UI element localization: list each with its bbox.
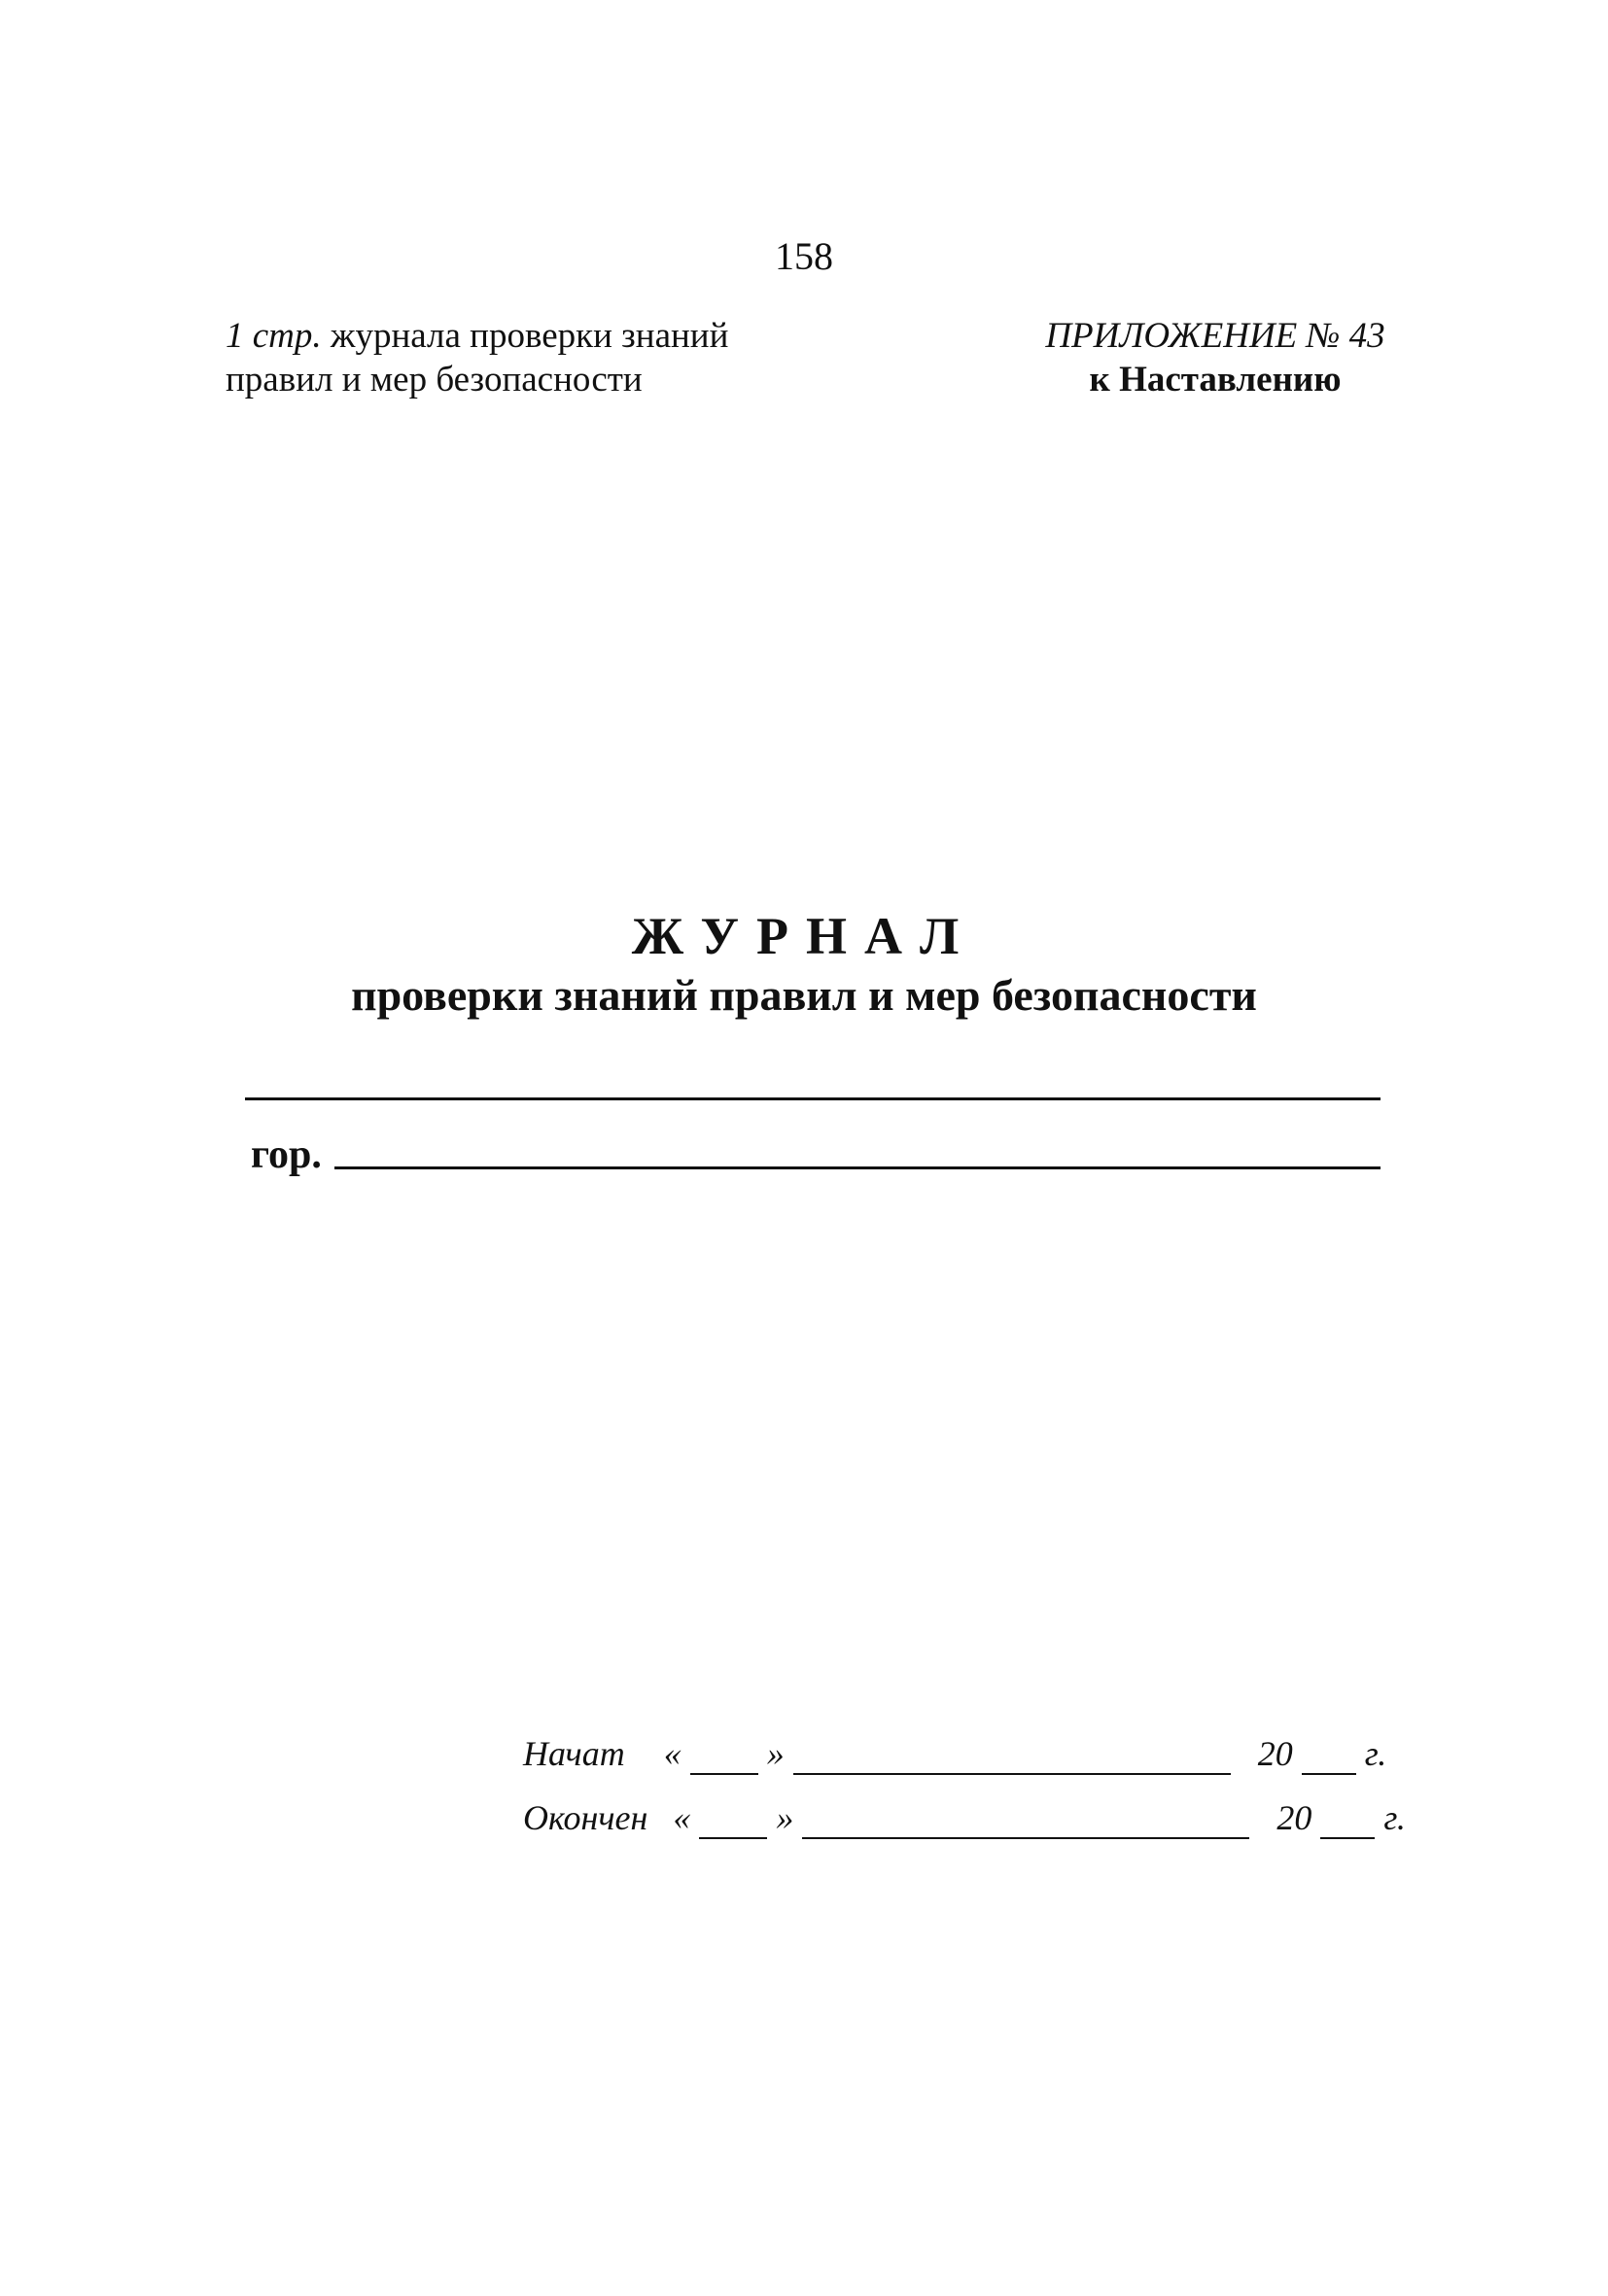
start-date-line (523, 1732, 1386, 1775)
start-year-prefix: 20 (1257, 1734, 1293, 1773)
end-month-blank[interactable] (802, 1804, 1249, 1839)
page-ref-text: журнала проверки знаний (321, 316, 729, 356)
journal-subtitle: проверки знаний правил и мер безопасности (351, 970, 1257, 1020)
end-day-open-quote: « (673, 1798, 691, 1837)
start-day-open-quote: « (663, 1734, 682, 1773)
start-year-suffix: г. (1364, 1734, 1387, 1773)
end-date-label: Окончен (523, 1798, 648, 1837)
page-number: 158 (775, 234, 833, 278)
journal-title: ЖУРНАЛ (631, 907, 977, 965)
page-ref-label: 1 стр. (226, 316, 322, 356)
start-date-label: Начат (523, 1734, 625, 1773)
end-year-blank[interactable] (1320, 1804, 1375, 1839)
page-reference-line-1 (226, 314, 848, 358)
end-year-suffix: г. (1383, 1798, 1406, 1837)
end-day-close-quote: » (776, 1798, 794, 1837)
city-label: гор. (251, 1132, 322, 1177)
start-day-close-quote: » (766, 1734, 785, 1773)
appendix-number: ПРИЛОЖЕНИЕ № 43 (1045, 316, 1385, 356)
end-year-prefix: 20 (1276, 1798, 1312, 1837)
page-reference (226, 314, 848, 401)
start-month-blank[interactable] (793, 1740, 1231, 1775)
start-year-blank[interactable] (1302, 1740, 1356, 1775)
end-date-line (523, 1796, 1406, 1839)
appendix-block (1011, 314, 1419, 401)
appendix-to-manual: к Наставлению (1089, 360, 1342, 400)
city-blank-line[interactable] (334, 1166, 1381, 1169)
end-day-blank[interactable] (699, 1804, 767, 1839)
page-reference-line-2: правил и мер безопасности (226, 360, 643, 400)
organization-blank-line[interactable] (245, 1097, 1381, 1100)
start-day-blank[interactable] (690, 1740, 758, 1775)
